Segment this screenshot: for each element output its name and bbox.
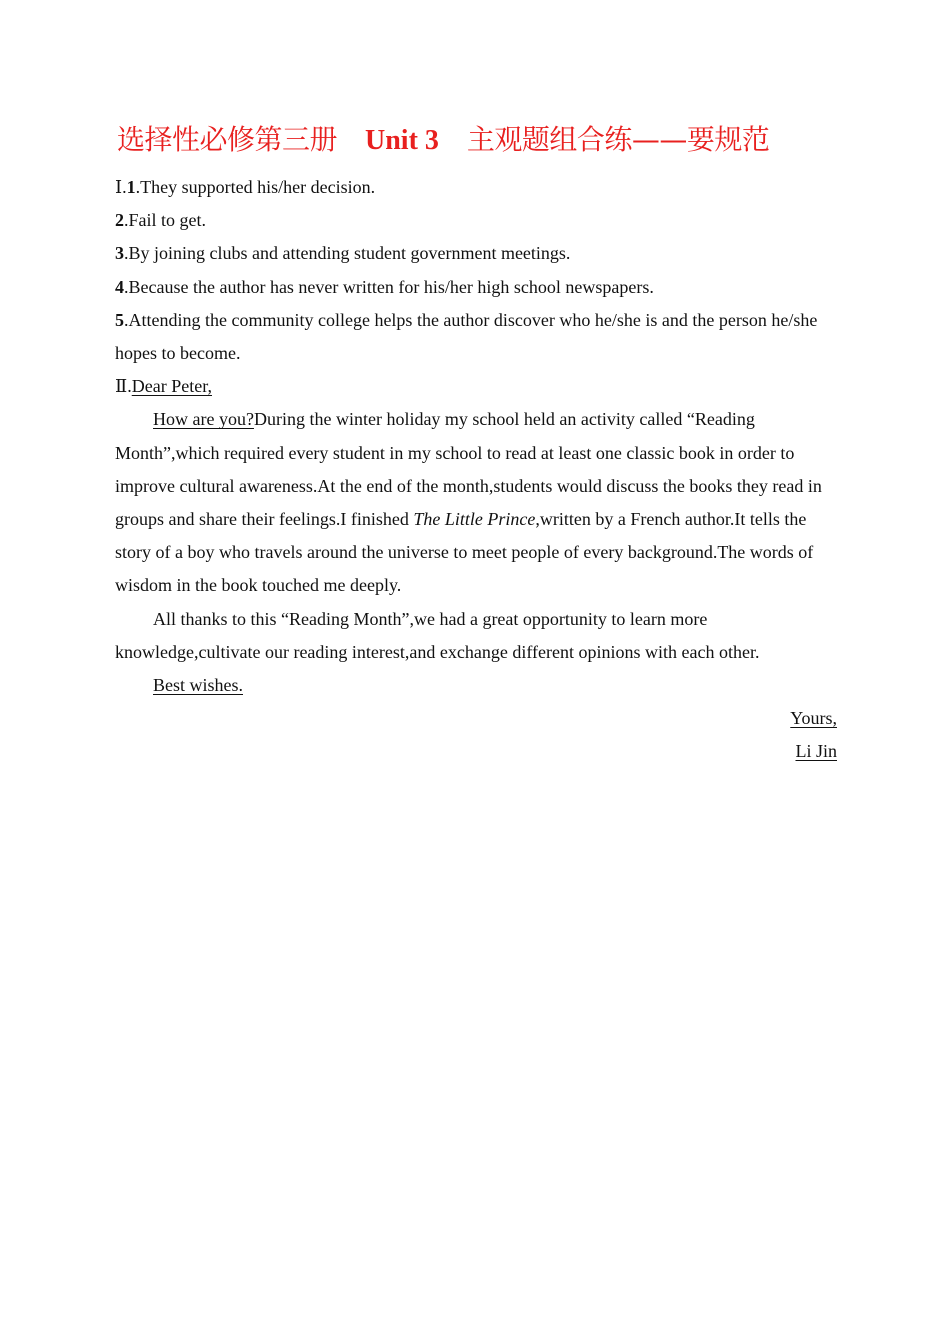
answer-number: 3 [115,243,124,264]
letter-greeting [115,370,837,403]
answer-3 [115,237,837,270]
answer-1 [115,171,837,204]
answer-text: .Because the author has never written for his/her high school newspapers. [124,276,654,297]
opening-sentence: How are you? [153,409,254,430]
answer-text: .Attending the community college helps the author discover who he/she is and the person he/she hopes to become. [115,309,818,364]
answer-text: .By joining clubs and attending student government meetings. [124,243,571,264]
title-unit: Unit 3 [365,125,439,156]
greeting-text: Dear Peter, [131,376,212,397]
letter-paragraph-1 [115,403,837,602]
answer-text: .Fail to get. [124,210,206,231]
answer-4 [115,271,837,304]
answer-2 [115,204,837,237]
closing-text: Best wishes. [153,675,243,696]
answer-number: 5 [115,309,124,330]
letter-closing [115,669,837,702]
section-2-marker: Ⅱ. [115,376,132,397]
paragraph-1-text-b: ,written by a French author.It tells the story of a boy who travels around the universe to meet people of every background.The words of wisdom in the book touched me deeply. [115,509,814,596]
title-cn-right: 主观题组合练——要规范 [466,123,770,156]
answer-number: 1 [126,177,136,197]
letter-signoff [115,702,837,735]
title-cn-left: 选择性必修第三册 [117,123,338,156]
letter-signature [115,735,837,768]
document-page [115,118,837,769]
section-1 [115,171,837,370]
page-title [117,118,837,163]
answer-number: 4 [115,276,124,297]
signature-text: Li Jin [795,741,837,762]
letter-paragraph-2: All thanks to this “Reading Month”,we had a great opportunity to learn more knowledge,cultivate our reading interest,and exchange different opinions with each other. [115,608,760,662]
section-1-marker: Ⅰ. [115,177,127,197]
answer-text: .They supported his/her decision. [135,177,376,197]
answer-5 [115,304,837,370]
paragraph-1-text-a: During the winter holiday my school held an activity called “Reading Month”,which required every student in my school to read at least one classic book in order to improve cultural awareness.At the end of the month,students would discuss the books they read in groups and share their feelings.I finished [115,409,822,530]
answer-number: 2 [115,210,124,231]
section-2 [115,370,837,768]
signoff-text: Yours, [790,708,837,729]
book-title: The Little Prince [413,509,536,530]
